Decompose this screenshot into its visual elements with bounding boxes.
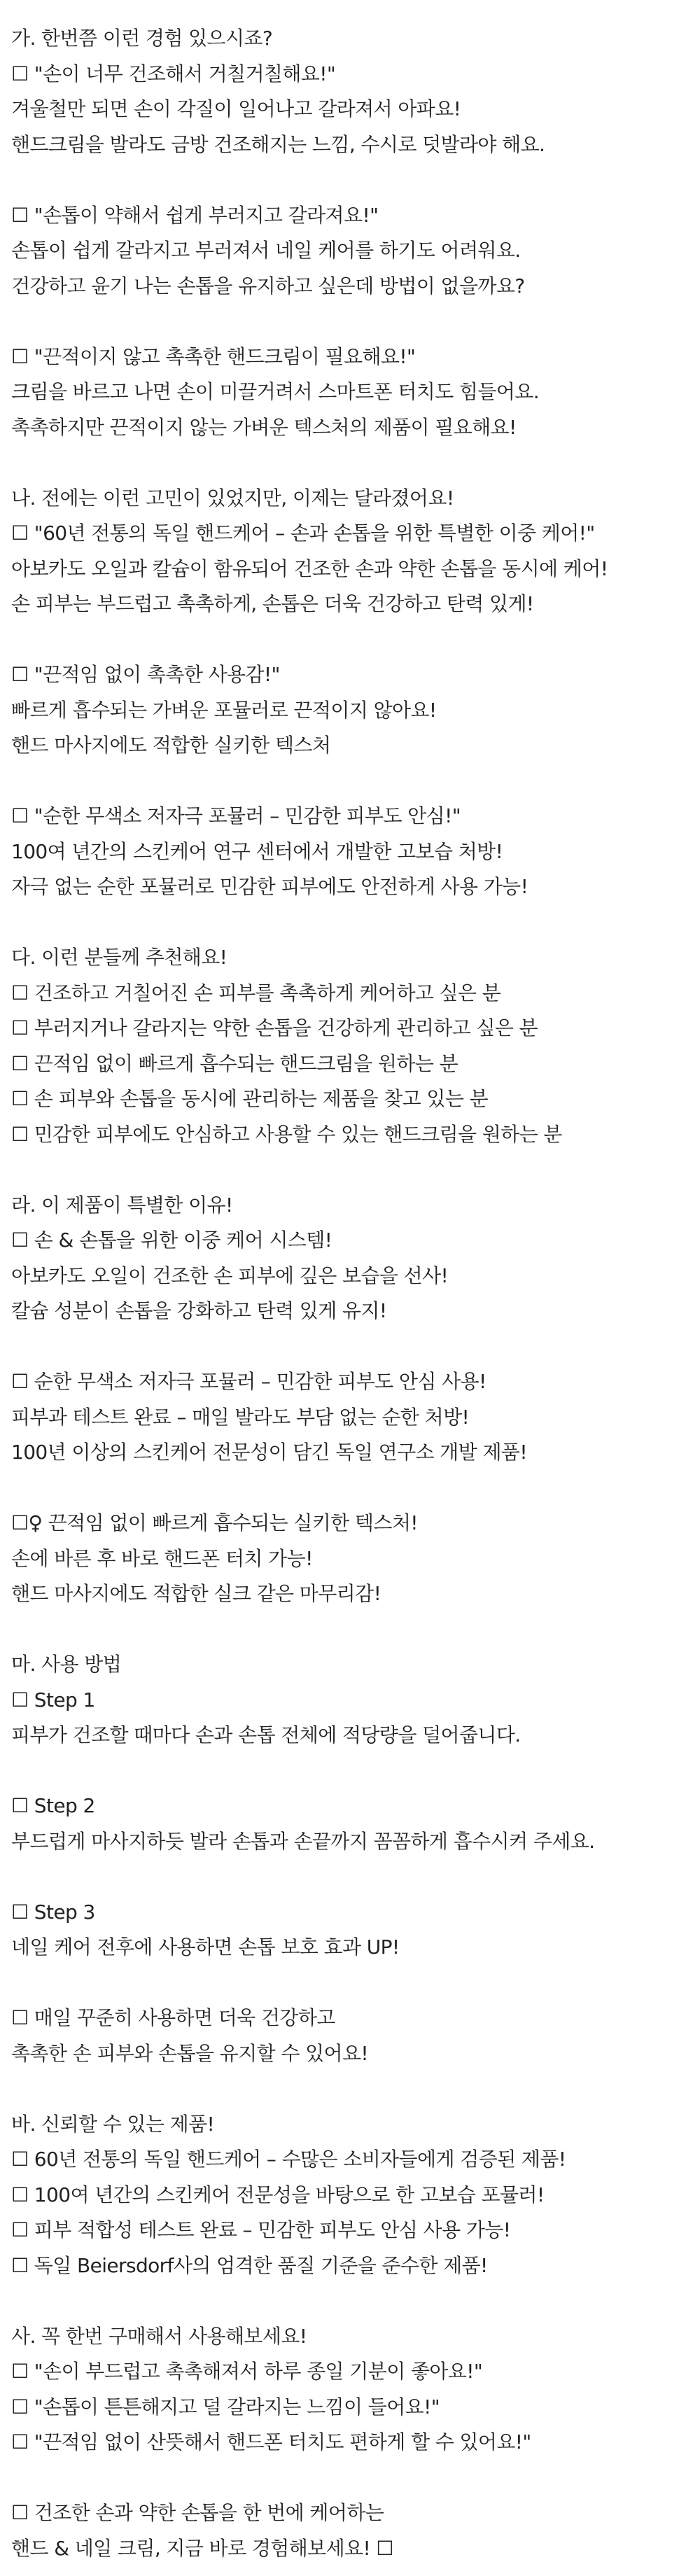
text-line: ☐ 100여 년간의 스킨케어 전문성을 바탕으로 한 고보습 포뮬러! xyxy=(11,2183,545,2206)
text-line: 100여 년간의 스킨케어 연구 센터에서 개발한 고보습 처방! xyxy=(11,839,503,863)
text-line: 바. 신뢰할 수 있는 제품! xyxy=(11,2112,215,2136)
text-line: ☐ "손톱이 튼튼해지고 덜 갈라지는 느낌이 들어요!" xyxy=(11,2395,440,2418)
text-line: 아보카도 오일이 건조한 손 피부에 깊은 보습을 선사! xyxy=(11,1264,449,1287)
paragraph-gap xyxy=(11,2460,689,2496)
text-line: 가. 한번쯤 이런 경험 있으시죠? xyxy=(11,27,273,50)
text-line: 겨울철만 되면 손이 각질이 일어나고 갈라져서 아파요! xyxy=(11,97,461,120)
text-line: ☐ 손 피부와 손톱을 동시에 관리하는 제품을 찾고 있는 분 xyxy=(11,1087,489,1110)
paragraph-gap xyxy=(11,304,689,340)
text-line: 핸드크림을 발라도 금방 건조해지는 느낌, 수시로 덧발라야 해요. xyxy=(11,132,545,156)
text-line: 네일 케어 전후에 사용하면 손톱 보호 효과 UP! xyxy=(11,1935,400,1959)
text-line: 라. 이 제품이 특별한 이유! xyxy=(11,1193,233,1217)
paragraph-gap xyxy=(11,905,689,941)
text-line: 핸드 & 네일 크림, 지금 바로 경험해보세요! ☐ xyxy=(11,2536,393,2560)
text-line: ☐ 피부 적합성 테스트 완료 – 민감한 피부도 안심 사용 가능! xyxy=(11,2218,511,2241)
text-line: 손 피부는 부드럽고 촉촉하게, 손톱은 더욱 건강하고 탄력 있게! xyxy=(11,592,534,615)
text-line: ☐ "손이 부드럽고 촉촉해져서 하루 종일 기분이 좋아요!" xyxy=(11,2360,483,2383)
paragraph-gap xyxy=(11,1329,689,1365)
text-line: ☐ 60년 전통의 독일 핸드케어 – 수많은 소비자들에게 검증된 제품! xyxy=(11,2148,566,2171)
text-line: ☐ 손 & 손톱을 위한 이중 케어 시스템! xyxy=(11,1228,332,1252)
text-line: 손에 바른 후 바로 핸드폰 터치 가능! xyxy=(11,1546,313,1570)
text-line: ☐ 민감한 피부에도 안심하고 사용할 수 있는 핸드크림을 원하는 분 xyxy=(11,1122,562,1146)
text-line: ☐ Step 2 xyxy=(11,1794,95,1817)
text-line: 나. 전에는 이런 고민이 있었지만, 이제는 달라졌어요! xyxy=(11,486,454,510)
text-line: ☐ 건조하고 거칠어진 손 피부를 촉촉하게 케어하고 싶은 분 xyxy=(11,981,501,1004)
paragraph-gap xyxy=(11,162,689,198)
paragraph-gap xyxy=(11,2071,689,2107)
text-line: 사. 꼭 한번 구매해서 사용해보세요! xyxy=(11,2324,307,2348)
text-line: ☐ "끈적이지 않고 촉촉한 핸드크림이 필요해요!" xyxy=(11,344,416,368)
text-line: ☐ 독일 Beiersdorf사의 엄격한 품질 기준을 준수한 제품! xyxy=(11,2253,488,2277)
text-line: 촉촉하지만 끈적이지 않는 가벼운 텍스처의 제품이 필요해요! xyxy=(11,415,517,439)
text-line: 크림을 바르고 나면 손이 미끌거려서 스마트폰 터치도 힘들어요. xyxy=(11,380,540,403)
text-line: ☐ 부러지거나 갈라지는 약한 손톱을 건강하게 관리하고 싶은 분 xyxy=(11,1016,538,1040)
text-line: 피부과 테스트 완료 – 매일 발라도 부담 없는 순한 처방! xyxy=(11,1405,470,1429)
product-description xyxy=(11,21,689,2566)
text-line: 다. 이런 분들께 추천해요! xyxy=(11,946,227,969)
text-line: ☐ Step 3 xyxy=(11,1900,95,1924)
paragraph-gap xyxy=(11,1612,689,1648)
text-line: ☐ "끈적임 없이 산뜻해서 핸드폰 터치도 편하게 할 수 있어요!" xyxy=(11,2430,531,2454)
text-line: ☐ Step 1 xyxy=(11,1688,95,1712)
text-line: 빠르게 흡수되는 가벼운 포뮬러로 끈적이지 않아요! xyxy=(11,698,437,722)
text-line: 아보카도 오일과 칼슘이 함유되어 건조한 손과 약한 손톱을 동시에 케어! xyxy=(11,556,608,580)
paragraph-gap xyxy=(11,622,689,658)
text-line: 손톱이 쉽게 갈라지고 부러져서 네일 케어를 하기도 어려워요. xyxy=(11,239,521,262)
text-line: ☐ "60년 전통의 독일 핸드케어 – 손과 손톱을 위한 특별한 이중 케어!" xyxy=(11,522,595,545)
text-line: ☐ "끈적임 없이 촉촉한 사용감!" xyxy=(11,663,280,686)
paragraph-gap xyxy=(11,2283,689,2319)
text-line: ☐ "손톱이 약해서 쉽게 부러지고 갈라져요!" xyxy=(11,203,379,227)
text-line: 자극 없는 순한 포뮬러로 민감한 피부에도 안전하게 사용 가능! xyxy=(11,875,528,898)
text-line: 핸드 마사지에도 적합한 실키한 텍스처 xyxy=(11,734,331,757)
text-line: 건강하고 윤기 나는 손톱을 유지하고 싶은데 방법이 없을까요? xyxy=(11,274,525,298)
text-line: ☐ 순한 무색소 저자극 포뮬러 – 민감한 피부도 안심 사용! xyxy=(11,1370,486,1393)
text-line: ☐ 매일 꾸준히 사용하면 더욱 건강하고 xyxy=(11,2006,335,2029)
paragraph-gap xyxy=(11,1754,689,1789)
text-line: 피부가 건조할 때마다 손과 손톱 전체에 적당량을 덜어줍니다. xyxy=(11,1723,521,1746)
text-line: 촉촉한 손 피부와 손톱을 유지할 수 있어요! xyxy=(11,2041,369,2065)
paragraph-gap xyxy=(11,1471,689,1506)
text-line: ☐ "순한 무색소 저자극 포뮬러 – 민감한 피부도 안심!" xyxy=(11,804,461,827)
text-line: 칼슘 성분이 손톱을 강화하고 탄력 있게 유지! xyxy=(11,1299,387,1322)
text-line: ☐ "손이 너무 건조해서 거칠거칠해요!" xyxy=(11,62,336,85)
text-line: 핸드 마사지에도 적합한 실크 같은 마무리감! xyxy=(11,1582,382,1605)
text-line: ☐♀ 끈적임 없이 빠르게 흡수되는 실키한 텍스처! xyxy=(11,1511,418,1534)
paragraph-gap xyxy=(11,1859,689,1895)
paragraph-gap xyxy=(11,764,689,799)
text-line: ☐ 건조한 손과 약한 손톱을 한 번에 케어하는 xyxy=(11,2501,384,2524)
paragraph-gap xyxy=(11,1966,689,2001)
paragraph-gap xyxy=(11,1152,689,1188)
text-line: ☐ 끈적임 없이 빠르게 흡수되는 핸드크림을 원하는 분 xyxy=(11,1051,458,1075)
text-line: 부드럽게 마사지하듯 발라 손톱과 손끝까지 꼼꼼하게 흡수시켜 주세요. xyxy=(11,1829,595,1853)
text-line: 100년 이상의 스킨케어 전문성이 담긴 독일 연구소 개발 제품! xyxy=(11,1441,527,1464)
paragraph-gap xyxy=(11,445,689,481)
text-line: 마. 사용 방법 xyxy=(11,1653,122,1676)
